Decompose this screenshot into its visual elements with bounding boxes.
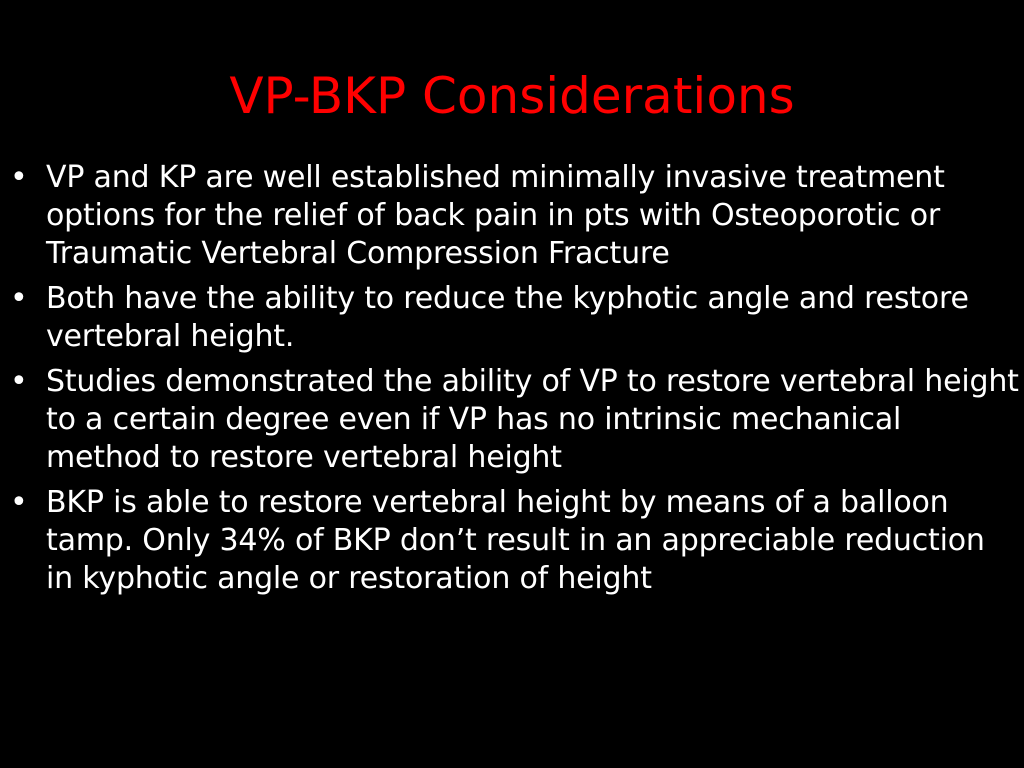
bullet-icon: •: [10, 485, 28, 520]
bullet-text: Studies demonstrated the ability of VP to restore vertebral height to a certain degree even if VP has no intrinsic mechanical method to restore vertebral height: [46, 364, 1019, 475]
bullet-icon: •: [10, 281, 28, 316]
bullet-item-2: [10, 280, 1020, 356]
bullet-text: VP and KP are well established minimally invasive treatment options for the relief of back pain in pts with Osteoporotic or Traumatic Vertebral Compression Fracture: [46, 160, 945, 271]
bullet-item-3: [10, 363, 1020, 477]
bullet-item-4: [10, 484, 1020, 598]
bullet-text: Both have the ability to reduce the kyphotic angle and restore vertebral height.: [46, 281, 969, 354]
bullet-icon: •: [10, 160, 28, 195]
bullet-list: [10, 159, 1020, 605]
bullet-text: BKP is able to restore vertebral height by means of a balloon tamp. Only 34% of BKP don’t result in an appreciable reduction in kyphotic angle or restoration of height: [46, 485, 985, 596]
bullet-item-1: [10, 159, 1020, 273]
slide-title: VP-BKP Considerations: [229, 67, 795, 125]
bullet-icon: •: [10, 364, 28, 399]
